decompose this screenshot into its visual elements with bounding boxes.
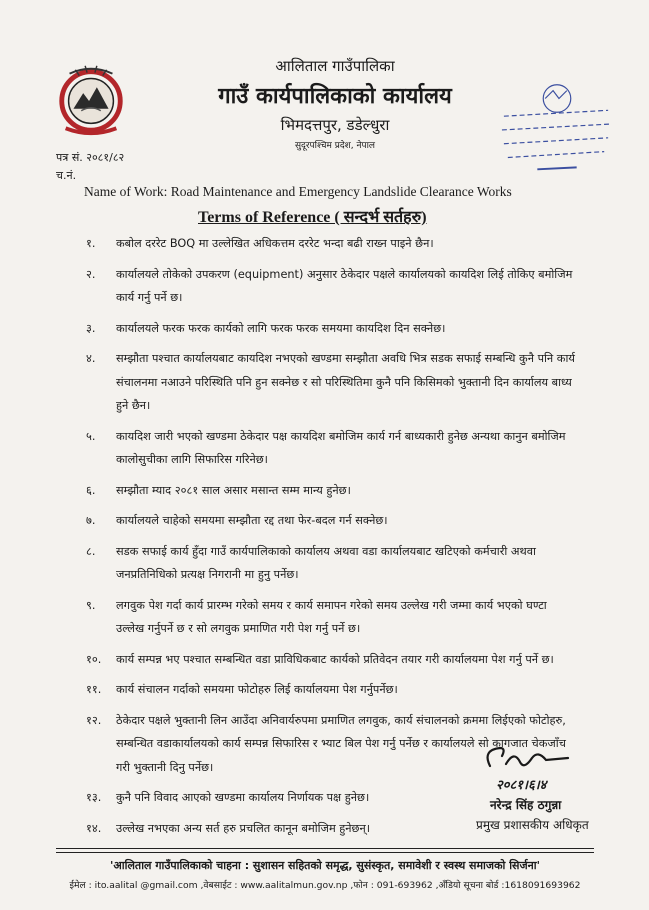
office-address: भिमदत्तपुर, डडेल्धुरा [280,116,390,134]
footer-motto: 'आलिताल गाउँपालिकाको चाहना : सुशासन सहितको समृद्ध, सुसंस्कृत, समावेशी र स्वस्थ समाजको सिर्जना' [110,859,540,872]
term-number: ८. [86,544,96,558]
term-text: कुनै पनि विवाद आएको खण्डमा कार्यालय निर्णायक पक्ष हुनेछ। [116,791,370,804]
term-number: ३. [86,321,96,335]
term-item [86,509,576,533]
term-item [86,263,576,310]
document-title: Terms of Reference ( सन्दर्भ सर्तहरु) [198,209,427,226]
term-text: कार्यालयले फरक फरक कार्यको लागि फरक फरक समयमा कायदिश दिन सक्नेछ। [116,321,446,335]
term-number: १०. [86,652,102,666]
handwritten-signature [476,740,576,780]
term-text: कार्य सम्पन्न भए पश्चात सम्बन्धित वडा प्राविधिकबाट कार्यको प्रतिवेदन तयार गरी कार्यालयमा पेश गर्नु पर्ने छ। [116,652,554,666]
term-number: ५. [86,429,96,443]
term-item [86,232,576,256]
term-text: कार्य संचालन गर्दाको समयमा फोटोहरु लिई कार्यालयमा पेश गर्नुपर्नेछ। [116,683,398,696]
term-number: १२. [86,713,102,727]
term-number: ९. [86,598,96,612]
term-text: सम्झौता पश्चात कार्यालयबाट कायदिश नभएको खण्डमा सम्झौता अवधि भित्र सडक सफाई सम्बन्धि कुनै पनि कार्य संचालनमा नआउने परिस्थिति पनि हुन सक्नेछ र सो परिस्थितिमा कुनै पनि किसिमको भुक्तानी दिन कार्यालय बाध्य हुने छैन। [116,352,575,412]
term-text: कायदिश जारी भएको खण्डमा ठेकेदार पक्ष कायदिश बमोजिम कार्य गर्न बाध्यकारी हुनेछ अन्यथा कानुन बमोजिम कालोसुचीका लागि सिफारिस गरिनेछ। [116,429,566,466]
term-number: १. [86,237,96,250]
footer-contact: ईमेल : ito.aalital @gmail.com ,वेबसाईट : www.aalitalmun.gov.np ,फोन : 091-693962 ,अँडियो सूचना बोर्ड :1618091693962 [69,880,581,891]
dispatch-number: च.नं. [56,169,77,182]
office-name: गाउँ कार्यपालिकाको कार्यालय [218,84,452,109]
term-text: कबोल दररेट BOQ मा उल्लेखित अधिकत्तम दररेट भन्दा बढी राख्न पाइने छैन। [116,237,434,250]
term-item [86,317,576,341]
term-item [86,347,576,418]
term-item [86,648,576,672]
term-number: ६. [86,483,96,497]
term-item [86,425,576,472]
term-text: ठेकेदार पक्षले भुक्तानी लिन आउँदा अनिवार्यरुपमा प्रमाणित लगवुक, कार्य संचालनको क्रममा लिईएको फोटोहरु, सम्बन्धित वडाकार्यालयको कार्य सम्पन्न सिफारिस र भ्याट बिल पेश गर्नु पर्नेछ र कार्यालयले सो कागजात चेकजाँच गरी भुक्तानी दिनु पर्नेछ। [116,713,566,774]
term-text: सडक सफाई कार्य हुँदा गाउँ कार्यपालिकाको कार्यालय अथवा वडा कार्यालयबाट खटिएको कर्मचारी अथवा जनप्रतिनिधिको प्रत्यक्ष निगरानी मा हुनु पर्नेछ। [116,544,536,581]
term-text: कार्यालयले चाहेको समयमा सम्झौता रद्द तथा फेर-बदल गर्न सक्नेछ। [116,514,388,527]
term-number: १४. [86,821,102,835]
province-name: सुदूरपश्चिम प्रदेश, नेपाल [294,141,376,151]
term-number: २. [86,267,96,281]
term-number: ७. [86,514,96,527]
signatory-title: प्रमुख प्रशासकीय अधिकृत [476,818,589,832]
office-seal-stamp [498,76,616,180]
term-text: सम्झौता म्याद २०८१ साल असार मसान्त सम्म मान्य हुनेछ। [116,483,351,497]
term-number: ११. [86,683,102,696]
footer-divider [56,852,594,853]
term-item [86,540,576,587]
municipality-name: आलिताल गाउँपालिका [275,57,395,75]
term-item [86,678,576,702]
term-item [86,479,576,503]
signature-date: २०८१।६।४ [496,778,547,793]
term-item [86,594,576,641]
footer-divider [56,848,594,849]
signatory-name: नरेन्द्र सिंह ठगुन्ना [490,798,562,812]
term-number: ४. [86,352,96,365]
term-text: कार्यालयले तोकेको उपकरण (equipment) अनुसार ठेकेदार पक्षले कार्यालयको कायदिश लिई तोकिए बमोजिम कार्य गर्नु पर्ने छ। [116,267,573,304]
nepal-emblem-icon [52,60,130,138]
letter-number: पत्र सं. २०८१/८२ [56,151,125,164]
work-name: Name of Work: Road Maintenance and Emergency Landslide Clearance Works [84,184,512,199]
term-text: उल्लेख नभएका अन्य सर्त हरु प्रचलित कानून बमोजिम हुनेछन्। [116,821,371,835]
term-text: लगवुक पेश गर्दा कार्य प्रारम्भ गरेको समय र कार्य समापन गरेको समय उल्लेख गरी जम्मा कार्य भएको घण्टा उल्लेख गर्नुपर्ने छ र सो लगवुक प्रमाणित गरी पेश गर्नु पर्ने छ। [116,598,547,635]
term-number: १३. [86,791,102,804]
